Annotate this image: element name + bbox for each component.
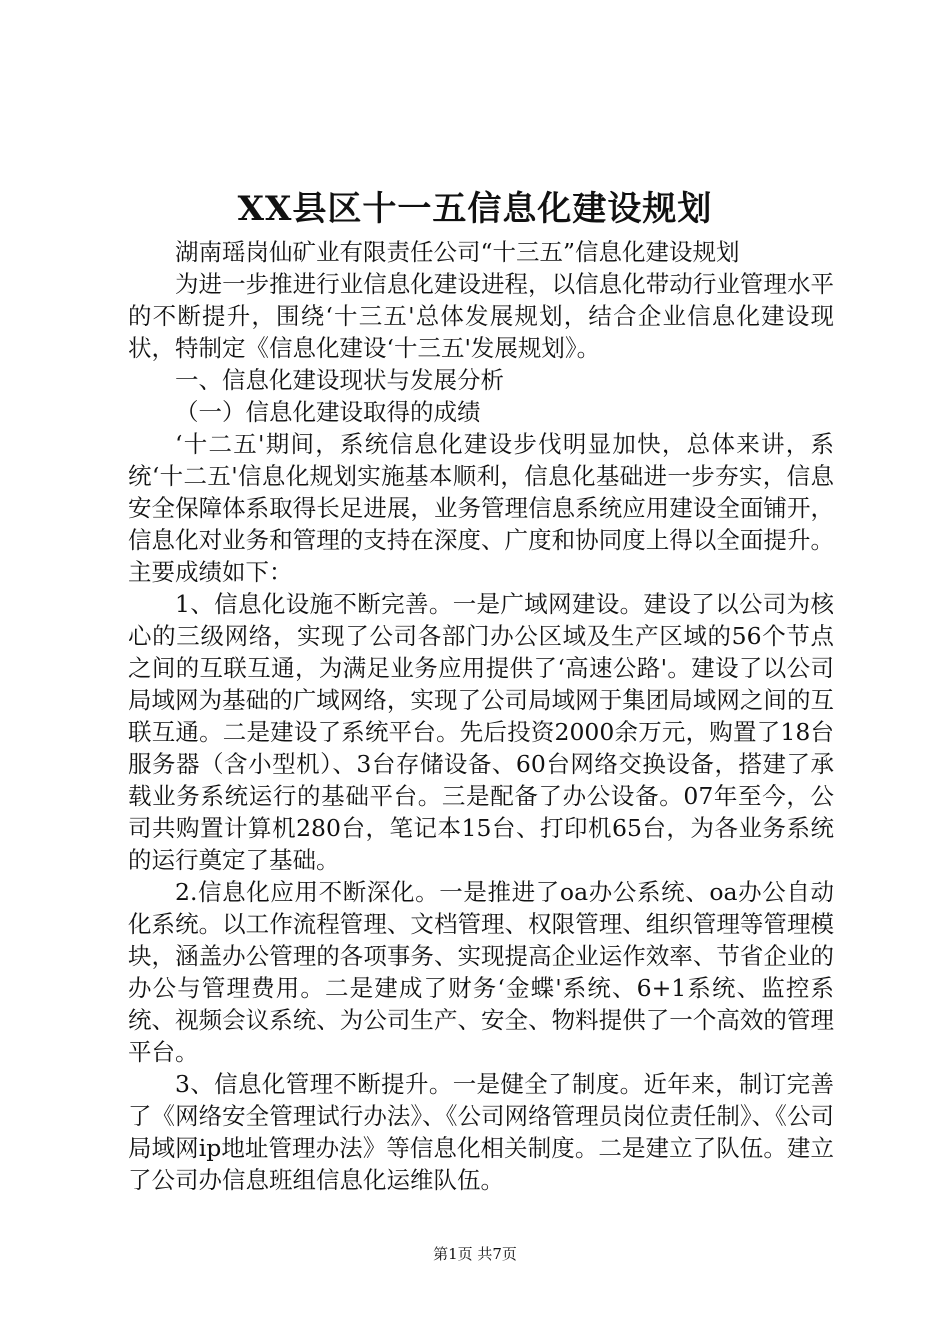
paragraph-item-2: 2.信息化应用不断深化。一是推进了oa办公系统、oa办公自动化系统。以工作流程管理、文档管理、权限管理、组织管理等管理模块，涵盖办公管理的各项事务、实现提高企业运作效率、节省企业的办公与管理费用。二是建成了财务‘金蝶'系统、6+1系统、监控系统、视频会议系统、为公司生产、安全、物料提供了一个高效的管理平台。 xyxy=(128,878,834,1066)
paragraph-item-3: 3、信息化管理不断提升。一是健全了制度。近年来，制订完善了《网络安全管理试行办法》、《公司网络管理员岗位责任制》、《公司局域网ip地址管理办法》等信息化相关制度。二是建立了队伍。建立了公司办信息班组信息化运维队伍。 xyxy=(128,1070,834,1194)
document-title: XX县区十一五信息化建设规划 xyxy=(237,189,713,229)
document-body xyxy=(128,236,834,1196)
paragraph-item-1: 1、信息化设施不断完善。一是广域网建设。建设了以公司为核心的三级网络，实现了公司各部门办公区域及生产区域的56个节点之间的互联互通，为满足业务应用提供了‘高速公路'。建设了以公司局域网为基础的广域网络，实现了公司局域网于集团局域网之间的互联互通。二是建设了系统平台。先后投资2000余万元，购置了18台服务器（含小型机）、3台存储设备、60台网络交换设备，搭建了承载业务系统运行的基础平台。三是配备了办公设备。07年至今，公司共购置计算机280台，笔记本15台、打印机65台，为各业务系统的运行奠定了基础。 xyxy=(128,590,834,874)
section-heading: 一、信息化建设现状与发展分析 xyxy=(175,366,504,394)
paragraph-intro: 为进一步推进行业信息化建设进程，以信息化带动行业管理水平的不断提升，围绕‘十三五'总体发展规划，结合企业信息化建设现状，特制定《信息化建设‘十三五'发展规划》。 xyxy=(128,270,834,362)
subsection-heading: （一）信息化建设取得的成绩 xyxy=(175,398,481,426)
paragraph-subtitle: 湖南瑶岗仙矿业有限责任公司“十三五”信息化建设规划 xyxy=(175,238,740,266)
page-footer: 第1页 共7页 xyxy=(433,1245,517,1263)
paragraph-achievements: ‘十二五'期间，系统信息化建设步伐明显加快，总体来讲，系统‘十二五'信息化规划实施基本顺利，信息化基础进一步夯实，信息安全保障体系取得长足进展，业务管理信息系统应用建设全面铺开，信息化对业务和管理的支持在深度、广度和协同度上得以全面提升。主要成绩如下： xyxy=(128,430,834,586)
